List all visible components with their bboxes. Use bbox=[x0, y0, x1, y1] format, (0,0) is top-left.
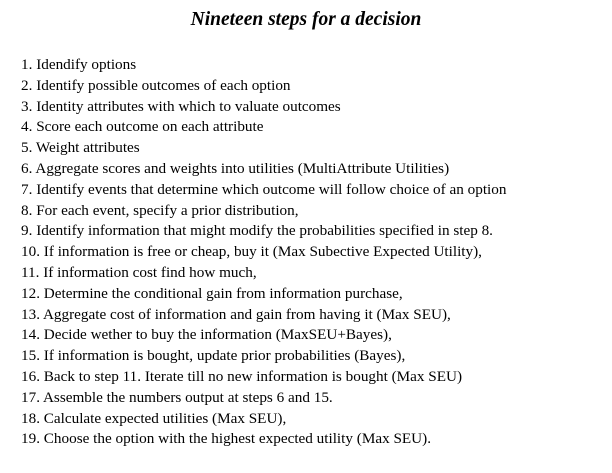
step-item-13: 13. Aggregate cost of information and gain from having it (Max SEU), bbox=[21, 305, 451, 323]
step-item-6: 6. Aggregate scores and weights into utilities (MultiAttribute Utilities) bbox=[21, 159, 450, 177]
steps-list bbox=[21, 55, 506, 450]
step-item-18: 18. Calculate expected utilities (Max SEU), bbox=[21, 409, 287, 427]
step-item-11: 11. If information cost find how much, bbox=[21, 263, 257, 281]
step-item-1: 1. Idendify options bbox=[21, 56, 137, 73]
step-item-9: 9. Identify information that might modify the probabilities specified in step 8. bbox=[21, 222, 493, 240]
step-item-4: 4. Score each outcome on each attribute bbox=[21, 118, 264, 136]
step-item-8: 8. For each event, specify a prior distribution, bbox=[21, 201, 299, 219]
step-item-3: 3. Identity attributes with which to valuate outcomes bbox=[21, 97, 341, 115]
step-item-15: 15. If information is bought, update prior probabilities (Bayes), bbox=[21, 347, 406, 365]
step-item-16: 16. Back to step 11. Iterate till no new information is bought (Max SEU) bbox=[21, 367, 463, 385]
step-item-2: 2. Identify possible outcomes of each option bbox=[21, 76, 291, 94]
step-item-14: 14. Decide wether to buy the information (MaxSEU+Bayes), bbox=[21, 326, 392, 344]
step-item-19: 19. Choose the option with the highest expected utility (Max SEU). bbox=[21, 430, 432, 448]
step-item-10: 10. If information is free or cheap, buy it (Max Subective Expected Utility), bbox=[21, 243, 482, 261]
page-title: Nineteen steps for a decision bbox=[190, 9, 422, 30]
step-item-17: 17. Assemble the numbers output at steps 6 and 15. bbox=[21, 388, 333, 406]
step-item-12: 12. Determine the conditional gain from information purchase, bbox=[21, 284, 403, 302]
step-item-7: 7. Identify events that determine which outcome will follow choice of an option bbox=[21, 180, 507, 198]
step-item-5: 5. Weight attributes bbox=[21, 139, 140, 157]
